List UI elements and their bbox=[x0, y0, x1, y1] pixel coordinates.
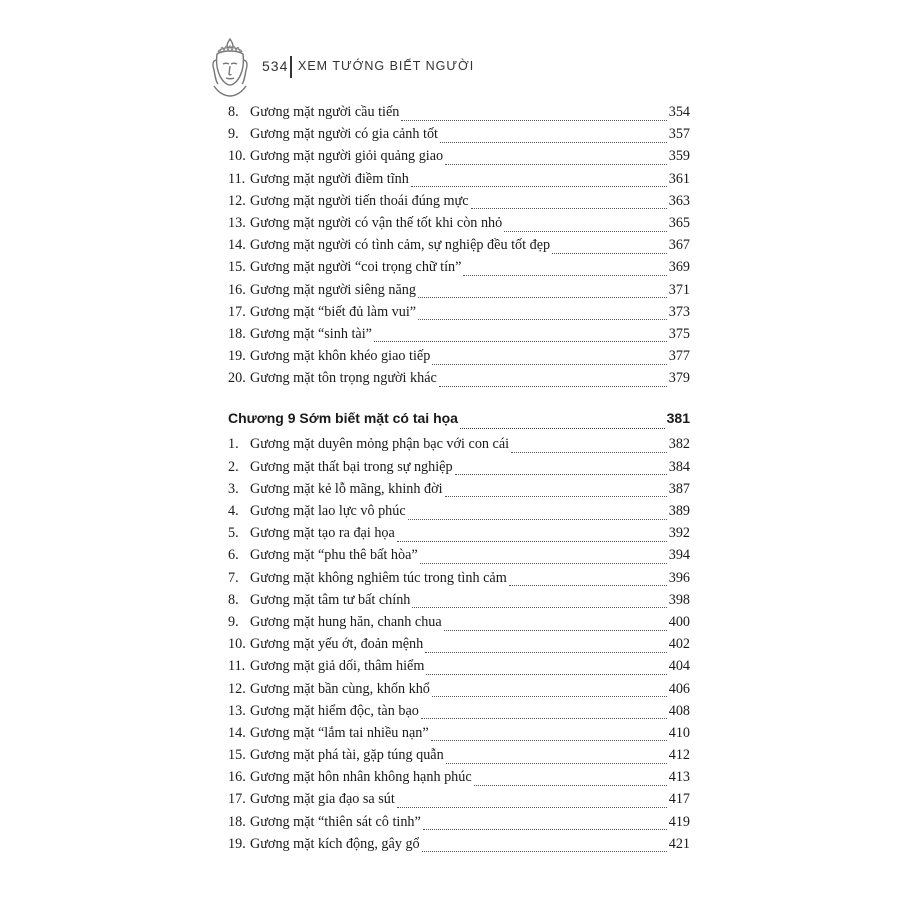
running-title: XEM TƯỚNG BIẾT NGƯỜI bbox=[298, 59, 475, 73]
leader-dots bbox=[418, 319, 667, 320]
entry-title: Gương mặt khôn khéo giao tiếp bbox=[250, 348, 431, 365]
toc-entry bbox=[228, 747, 690, 769]
leader-dots bbox=[552, 253, 667, 254]
entry-page: 412 bbox=[668, 747, 690, 764]
entry-title: Gương mặt tạo ra đại họa bbox=[250, 525, 395, 542]
entry-number: 15. bbox=[228, 259, 246, 276]
entry-title: Gương mặt “lắm tai nhiều nạn” bbox=[250, 724, 429, 741]
toc-section-chapter-9 bbox=[228, 436, 690, 858]
entry-page: 410 bbox=[668, 724, 690, 741]
leader-dots bbox=[511, 452, 667, 453]
toc-entry bbox=[228, 658, 690, 680]
leader-dots bbox=[422, 851, 667, 852]
buddha-head-icon bbox=[204, 36, 256, 98]
entry-page: 398 bbox=[668, 591, 690, 608]
toc-section-chapter-8 bbox=[228, 104, 690, 392]
entry-page: 404 bbox=[668, 658, 690, 675]
page-number: 534 bbox=[262, 58, 289, 74]
leader-dots bbox=[421, 718, 667, 719]
entry-title: Gương mặt phá tài, gặp túng quẫn bbox=[250, 747, 444, 764]
entry-page: 377 bbox=[668, 348, 690, 365]
entry-title: Gương mặt người điềm tĩnh bbox=[250, 170, 409, 187]
entry-page: 396 bbox=[668, 569, 690, 586]
leader-dots bbox=[455, 474, 667, 475]
entry-page: 367 bbox=[668, 237, 690, 254]
entry-number: 13. bbox=[228, 702, 246, 719]
entry-page: 417 bbox=[668, 791, 690, 808]
entry-number: 9. bbox=[228, 126, 239, 143]
entry-title: Gương mặt người tiến thoái đúng mực bbox=[250, 192, 469, 209]
toc-entry bbox=[228, 215, 690, 237]
leader-dots bbox=[504, 231, 666, 232]
entry-title: Gương mặt lao lực vô phúc bbox=[250, 503, 406, 519]
leader-dots bbox=[445, 496, 667, 497]
leader-dots bbox=[432, 696, 667, 697]
entry-number: 4. bbox=[228, 503, 239, 519]
entry-title: Gương mặt “thiên sát cô tinh” bbox=[250, 813, 421, 830]
toc-entry bbox=[228, 525, 690, 547]
entry-number: 18. bbox=[228, 325, 246, 342]
leader-dots bbox=[509, 585, 667, 586]
entry-page: 394 bbox=[668, 547, 690, 564]
page-header bbox=[200, 36, 700, 98]
toc-entry bbox=[228, 570, 690, 592]
leader-dots bbox=[418, 297, 667, 298]
entry-title: Gương mặt người “coi trọng chữ tín” bbox=[250, 259, 462, 276]
entry-title: Gương mặt hung hăn, chanh chua bbox=[250, 613, 442, 630]
entry-page: 371 bbox=[668, 281, 690, 298]
entry-page: 375 bbox=[668, 325, 690, 342]
entry-title: Gương mặt không nghiêm túc trong tình cảm bbox=[250, 569, 507, 586]
entry-title: Gương mặt người siêng năng bbox=[250, 281, 416, 298]
entry-number: 11. bbox=[228, 170, 246, 187]
entry-number: 17. bbox=[228, 303, 246, 320]
toc-entry bbox=[228, 326, 690, 348]
header-divider bbox=[290, 56, 292, 78]
entry-page: 379 bbox=[668, 370, 690, 387]
toc-entry bbox=[228, 193, 690, 215]
leader-dots bbox=[411, 186, 667, 187]
entry-title: Gương mặt người có vận thế tốt khi còn nhỏ bbox=[250, 214, 503, 231]
entry-title: Gương mặt giả dối, thâm hiểm bbox=[250, 658, 425, 675]
entry-page: 359 bbox=[668, 148, 690, 165]
toc-entry bbox=[228, 370, 690, 392]
entry-page: 387 bbox=[668, 480, 690, 497]
entry-page: 354 bbox=[668, 104, 690, 120]
leader-dots bbox=[446, 763, 667, 764]
entry-number: 18. bbox=[228, 813, 246, 830]
entry-number: 10. bbox=[228, 636, 246, 653]
entry-page: 382 bbox=[668, 436, 690, 453]
entry-number: 11. bbox=[228, 658, 246, 675]
toc-entry bbox=[228, 304, 690, 326]
entry-number: 15. bbox=[228, 747, 246, 764]
toc-entry bbox=[228, 769, 690, 791]
entry-number: 12. bbox=[228, 192, 246, 209]
entry-number: 13. bbox=[228, 214, 246, 231]
entry-page: 413 bbox=[668, 769, 690, 786]
leader-dots bbox=[445, 164, 667, 165]
leader-dots bbox=[374, 341, 667, 342]
entry-title: Gương mặt gia đạo sa sút bbox=[250, 791, 395, 808]
entry-page: 365 bbox=[668, 214, 690, 231]
entry-title: Gương mặt bần cùng, khốn khổ bbox=[250, 680, 430, 697]
leader-dots bbox=[439, 386, 667, 387]
entry-number: 6. bbox=[228, 547, 239, 564]
leader-dots bbox=[431, 740, 667, 741]
leader-dots bbox=[460, 428, 665, 429]
entry-number: 20. bbox=[228, 370, 246, 387]
toc-entry bbox=[228, 348, 690, 370]
entry-page: 408 bbox=[668, 702, 690, 719]
toc-entry bbox=[228, 171, 690, 193]
entry-title: Gương mặt người giỏi quảng giao bbox=[250, 148, 444, 165]
entry-page: 421 bbox=[668, 835, 690, 852]
entry-title: Gương mặt tôn trọng người khác bbox=[250, 370, 437, 387]
entry-number: 16. bbox=[228, 769, 246, 786]
toc-entry bbox=[228, 503, 690, 525]
entry-page: 389 bbox=[668, 503, 690, 519]
entry-number: 19. bbox=[228, 835, 246, 852]
entry-title: Gương mặt người có gia cảnh tốt bbox=[250, 126, 438, 143]
toc-entry bbox=[228, 126, 690, 148]
entry-title: Gương mặt người có tình cảm, sự nghiệp đều tốt đẹp bbox=[250, 237, 551, 254]
chapter-heading bbox=[228, 410, 690, 436]
entry-number: 5. bbox=[228, 525, 239, 542]
toc-entry bbox=[228, 436, 690, 458]
leader-dots bbox=[408, 519, 667, 520]
leader-dots bbox=[426, 674, 666, 675]
toc-entry bbox=[228, 614, 690, 636]
entry-page: 419 bbox=[668, 813, 690, 830]
toc-entry bbox=[228, 836, 690, 858]
toc-entry bbox=[228, 459, 690, 481]
leader-dots bbox=[401, 120, 666, 121]
entry-title: Gương mặt người cầu tiến bbox=[250, 104, 400, 120]
leader-dots bbox=[420, 563, 667, 564]
entry-number: 10. bbox=[228, 148, 246, 165]
entry-title: Gương mặt “phu thê bất hòa” bbox=[250, 547, 418, 564]
toc-entry bbox=[228, 592, 690, 614]
entry-number: 16. bbox=[228, 281, 246, 298]
entry-title: Gương mặt yếu ớt, đoản mệnh bbox=[250, 636, 424, 653]
toc-entry bbox=[228, 703, 690, 725]
entry-title: Gương mặt thất bại trong sự nghiệp bbox=[250, 458, 453, 475]
entry-title: Gương mặt hôn nhân không hạnh phúc bbox=[250, 769, 472, 786]
leader-dots bbox=[471, 208, 667, 209]
toc-entry bbox=[228, 681, 690, 703]
entry-title: Gương mặt kẻ lỗ mãng, khinh đời bbox=[250, 480, 443, 497]
entry-number: 1. bbox=[228, 436, 239, 453]
leader-dots bbox=[425, 652, 667, 653]
entry-page: 384 bbox=[668, 458, 690, 475]
entry-number: 3. bbox=[228, 480, 239, 497]
toc-entry bbox=[228, 259, 690, 281]
entry-page: 402 bbox=[668, 636, 690, 653]
toc-entry bbox=[228, 282, 690, 304]
entry-number: 17. bbox=[228, 791, 246, 808]
entry-title: Gương mặt duyên mỏng phận bạc với con cái bbox=[250, 436, 510, 453]
toc-entry bbox=[228, 814, 690, 836]
entry-number: 12. bbox=[228, 680, 246, 697]
entry-number: 9. bbox=[228, 613, 239, 630]
entry-title: Gương mặt “sinh tài” bbox=[250, 325, 372, 342]
leader-dots bbox=[412, 607, 666, 608]
toc-entry bbox=[228, 547, 690, 569]
toc-entry bbox=[228, 237, 690, 259]
entry-page: 373 bbox=[668, 303, 690, 320]
entry-number: 19. bbox=[228, 348, 246, 365]
chapter-page: 381 bbox=[666, 410, 690, 427]
entry-page: 369 bbox=[668, 259, 690, 276]
entry-page: 363 bbox=[668, 192, 690, 209]
leader-dots bbox=[397, 807, 667, 808]
entry-number: 14. bbox=[228, 237, 246, 254]
entry-number: 8. bbox=[228, 104, 239, 120]
toc-entry bbox=[228, 636, 690, 658]
entry-page: 406 bbox=[668, 680, 690, 697]
toc-entry bbox=[228, 104, 690, 126]
table-of-contents bbox=[228, 104, 690, 858]
entry-number: 2. bbox=[228, 458, 239, 475]
leader-dots bbox=[432, 364, 666, 365]
leader-dots bbox=[474, 785, 667, 786]
entry-title: Gương mặt “biết đủ làm vui” bbox=[250, 303, 417, 320]
leader-dots bbox=[463, 275, 666, 276]
entry-title: Gương mặt kích động, gây gổ bbox=[250, 835, 420, 852]
leader-dots bbox=[444, 630, 667, 631]
toc-entry bbox=[228, 725, 690, 747]
entry-page: 357 bbox=[668, 126, 690, 143]
entry-number: 14. bbox=[228, 724, 246, 741]
entry-title: Gương mặt hiểm độc, tàn bạo bbox=[250, 702, 419, 719]
entry-number: 8. bbox=[228, 591, 239, 608]
entry-number: 7. bbox=[228, 569, 239, 586]
leader-dots bbox=[423, 829, 667, 830]
leader-dots bbox=[397, 541, 667, 542]
toc-entry bbox=[228, 791, 690, 813]
toc-entry bbox=[228, 148, 690, 170]
leader-dots bbox=[440, 142, 667, 143]
entry-page: 400 bbox=[668, 613, 690, 630]
toc-entry bbox=[228, 481, 690, 503]
entry-page: 392 bbox=[668, 525, 690, 542]
chapter-title: Chương 9 Sớm biết mặt có tai họa bbox=[228, 410, 458, 427]
entry-page: 361 bbox=[668, 170, 690, 187]
entry-title: Gương mặt tâm tư bất chính bbox=[250, 591, 411, 608]
